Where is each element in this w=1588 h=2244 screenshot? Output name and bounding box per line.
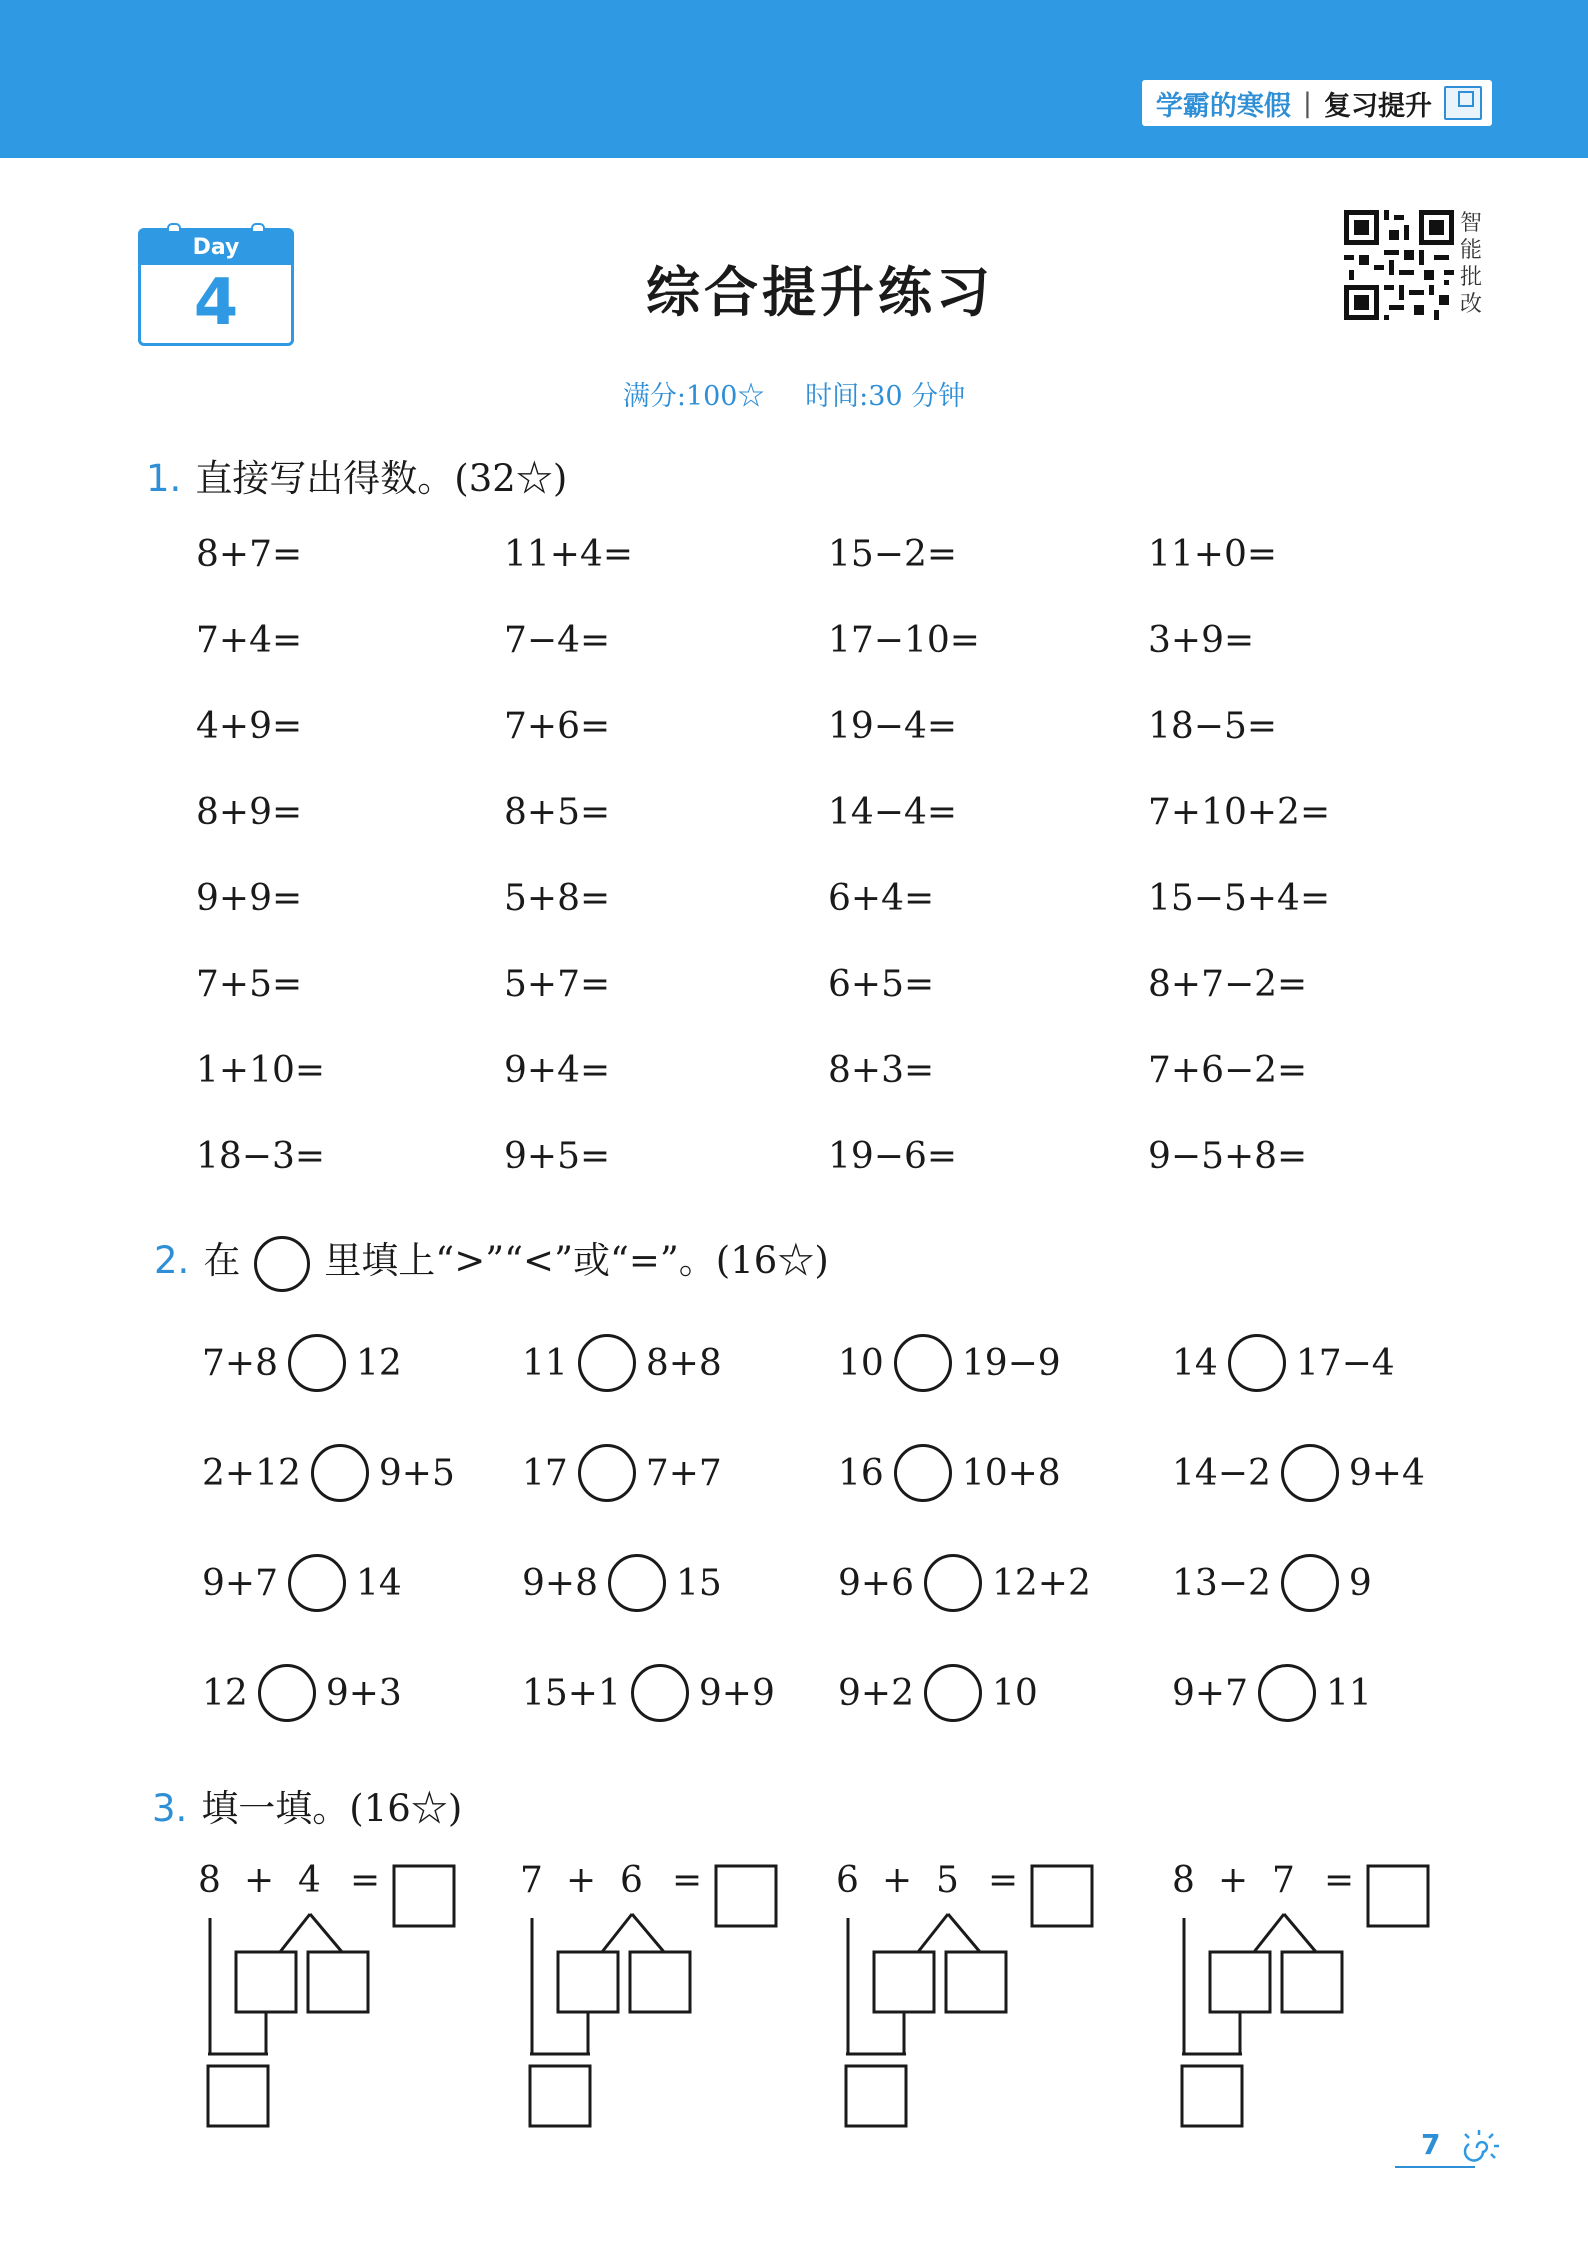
- q1-prompt: 直接写出得数。(32☆): [195, 457, 568, 500]
- book-icon: [1444, 86, 1482, 120]
- addend-b: 6: [620, 1860, 643, 1901]
- separator: |: [1302, 87, 1312, 119]
- day-label: Day: [141, 231, 291, 265]
- equation-item: 15−2=: [828, 534, 958, 575]
- q1-heading: [146, 448, 567, 502]
- equation-item: 8+9=: [196, 792, 303, 833]
- answer-circle[interactable]: [924, 1554, 982, 1612]
- comparison-left: 14: [1172, 1342, 1218, 1384]
- equation-item: 3+9=: [1148, 620, 1255, 661]
- equation-item: 5+7=: [504, 964, 611, 1005]
- answer-circle[interactable]: [258, 1664, 316, 1722]
- answer-circle[interactable]: [1281, 1554, 1339, 1612]
- equation-item: 7+6−2=: [1148, 1050, 1308, 1091]
- addend-a: 8: [198, 1860, 221, 1901]
- comparison-right: 9+5: [378, 1452, 455, 1494]
- comparison-left: 14−2: [1172, 1452, 1271, 1494]
- equation-item: 8+7−2=: [1148, 964, 1308, 1005]
- day-badge: [138, 228, 294, 346]
- q2-heading: [154, 1230, 829, 1292]
- footer-rule: [1395, 2166, 1475, 2168]
- time-limit: 时间:30 分钟: [805, 381, 966, 412]
- comparison-right: 15: [675, 1562, 722, 1604]
- equation-item: 11+4=: [504, 534, 634, 575]
- comparison-left: 2+12: [202, 1452, 301, 1494]
- equation-item: 9+5=: [504, 1136, 611, 1177]
- comparison-item: [202, 1444, 455, 1502]
- comparison-right: 14: [355, 1562, 402, 1604]
- comparison-item: [838, 1664, 1038, 1722]
- split-box[interactable]: [874, 1952, 934, 2012]
- comparison-right: 12: [355, 1342, 402, 1384]
- answer-circle[interactable]: [894, 1334, 952, 1392]
- q2-prompt-post: 里填上“>”“<”或“=”。(16☆): [324, 1239, 829, 1282]
- split-box[interactable]: [1210, 1952, 1270, 2012]
- ten-box[interactable]: [846, 2066, 906, 2126]
- comparison-item: [838, 1554, 1091, 1612]
- equals-sign: =: [672, 1860, 703, 1901]
- comparison-item: [202, 1664, 402, 1722]
- split-box[interactable]: [308, 1952, 368, 2012]
- comparison-left: 11: [522, 1342, 568, 1384]
- equation-item: 19−4=: [828, 706, 958, 747]
- comparison-left: 13−2: [1172, 1562, 1271, 1604]
- equation-item: 6+4=: [828, 878, 935, 919]
- answer-box[interactable]: [716, 1866, 776, 1926]
- make-ten-tree: [196, 1860, 476, 2130]
- comparison-right: 9+3: [325, 1672, 402, 1714]
- answer-circle[interactable]: [1228, 1334, 1286, 1392]
- split-box[interactable]: [946, 1952, 1006, 2012]
- brand-label: 学霸的寒假: [1155, 90, 1291, 122]
- comparison-left: 10: [838, 1342, 884, 1384]
- comparison-right: 9: [1348, 1562, 1372, 1604]
- comparison-right: 8+8: [645, 1342, 722, 1384]
- answer-circle[interactable]: [578, 1334, 636, 1392]
- comparison-item: [522, 1444, 722, 1502]
- answer-circle[interactable]: [894, 1444, 952, 1502]
- answer-circle[interactable]: [578, 1444, 636, 1502]
- equation-item: 7+5=: [196, 964, 303, 1005]
- ten-box[interactable]: [208, 2066, 268, 2126]
- equation-item: 18−5=: [1148, 706, 1278, 747]
- comparison-left: 15+1: [522, 1672, 621, 1714]
- page-title: 综合提升练习: [646, 261, 994, 324]
- equation-item: 18−3=: [196, 1136, 326, 1177]
- equation-item: 7+6=: [504, 706, 611, 747]
- comparison-left: 12: [202, 1672, 248, 1714]
- make-ten-tree: [834, 1860, 1114, 2130]
- comparison-item: [522, 1554, 722, 1612]
- page-number: 7: [1421, 2128, 1441, 2161]
- q3-number: 3.: [152, 1787, 188, 1830]
- equation-item: 19−6=: [828, 1136, 958, 1177]
- comparison-left: 9+7: [1172, 1672, 1248, 1714]
- answer-circle-icon: [254, 1236, 310, 1292]
- equation-item: 6+5=: [828, 964, 935, 1005]
- comparison-right: 9+4: [1348, 1452, 1425, 1494]
- make-ten-tree: [518, 1860, 798, 2130]
- equation-item: 7−4=: [504, 620, 611, 661]
- equation-item: 15−5+4=: [1148, 878, 1331, 919]
- comparison-left: 7+8: [202, 1342, 278, 1384]
- comparison-item: [1172, 1554, 1372, 1612]
- comparison-right: 17−4: [1295, 1342, 1395, 1384]
- q2-number: 2.: [154, 1239, 190, 1282]
- q3-prompt: 填一填。(16☆): [201, 1787, 463, 1830]
- equals-sign: =: [1324, 1860, 1355, 1901]
- qr-label: 智能批改: [1460, 211, 1483, 317]
- split-box[interactable]: [558, 1952, 618, 2012]
- comparison-item: [202, 1554, 402, 1612]
- make-ten-tree: [1170, 1860, 1450, 2130]
- comparison-left: 9+6: [838, 1562, 914, 1604]
- day-number: 4: [193, 266, 239, 340]
- equation-item: 9+4=: [504, 1050, 611, 1091]
- operator: +: [244, 1860, 275, 1901]
- addend-b: 4: [298, 1860, 321, 1901]
- equation-item: 17−10=: [828, 620, 980, 661]
- comparison-item: [522, 1664, 775, 1722]
- q3-heading: [152, 1778, 462, 1832]
- equation-item: 4+9=: [196, 706, 303, 747]
- comparison-right: 7+7: [645, 1452, 722, 1494]
- comparison-item: [202, 1334, 402, 1392]
- comparison-right: 9+9: [698, 1672, 775, 1714]
- equation-item: 1+10=: [196, 1050, 326, 1091]
- qr-code-icon[interactable]: [1344, 210, 1454, 320]
- split-box[interactable]: [236, 1952, 296, 2012]
- comparison-item: [1172, 1664, 1372, 1722]
- comparison-left: 9+7: [202, 1562, 278, 1604]
- equation-item: 9+9=: [196, 878, 303, 919]
- answer-circle[interactable]: [1281, 1444, 1339, 1502]
- comparison-left: 17: [522, 1452, 568, 1494]
- comparison-right: 12+2: [991, 1562, 1091, 1604]
- page-footer: [1395, 2124, 1505, 2174]
- comparison-right: 10+8: [961, 1452, 1061, 1494]
- operator: +: [566, 1860, 597, 1901]
- operator: +: [882, 1860, 913, 1901]
- score-line: [0, 374, 1588, 413]
- addend-a: 6: [836, 1860, 859, 1901]
- equation-item: 11+0=: [1148, 534, 1278, 575]
- comparison-item: [522, 1334, 722, 1392]
- operator: +: [1218, 1860, 1249, 1901]
- answer-circle[interactable]: [288, 1554, 346, 1612]
- comparison-right: 19−9: [961, 1342, 1061, 1384]
- answer-circle[interactable]: [631, 1664, 689, 1722]
- equals-sign: =: [350, 1860, 381, 1901]
- answer-circle[interactable]: [924, 1664, 982, 1722]
- equation-item: 5+8=: [504, 878, 611, 919]
- answer-circle[interactable]: [288, 1334, 346, 1392]
- q2-prompt-pre: 在: [203, 1239, 241, 1282]
- answer-circle[interactable]: [608, 1554, 666, 1612]
- comparison-item: [838, 1334, 1061, 1392]
- comparison-item: [1172, 1444, 1425, 1502]
- series-label: 复习提升: [1324, 90, 1432, 122]
- addend-b: 5: [936, 1860, 959, 1901]
- header-band: [0, 0, 1588, 158]
- comparison-item: [1172, 1334, 1395, 1392]
- comparison-left: 16: [838, 1452, 884, 1494]
- equation-item: 8+3=: [828, 1050, 935, 1091]
- swirl-sun-icon: [1455, 2126, 1505, 2166]
- comparison-left: 9+2: [838, 1672, 914, 1714]
- addend-b: 7: [1272, 1860, 1295, 1901]
- addend-a: 8: [1172, 1860, 1195, 1901]
- answer-circle[interactable]: [1258, 1664, 1316, 1722]
- comparison-right: 10: [991, 1672, 1038, 1714]
- full-score: 满分:100☆: [622, 381, 765, 412]
- equation-item: 7+10+2=: [1148, 792, 1331, 833]
- comparison-right: 11: [1325, 1672, 1372, 1714]
- equation-item: 8+5=: [504, 792, 611, 833]
- split-box[interactable]: [630, 1952, 690, 2012]
- ten-box[interactable]: [530, 2066, 590, 2126]
- equals-sign: =: [988, 1860, 1019, 1901]
- equation-item: 7+4=: [196, 620, 303, 661]
- q1-number: 1.: [146, 457, 182, 500]
- answer-box[interactable]: [1368, 1866, 1428, 1926]
- series-tag: [1142, 80, 1492, 126]
- addend-a: 7: [520, 1860, 543, 1901]
- answer-circle[interactable]: [311, 1444, 369, 1502]
- equation-item: 14−4=: [828, 792, 958, 833]
- equation-item: 9−5+8=: [1148, 1136, 1308, 1177]
- ten-box[interactable]: [1182, 2066, 1242, 2126]
- answer-box[interactable]: [394, 1866, 454, 1926]
- comparison-item: [838, 1444, 1061, 1502]
- answer-box[interactable]: [1032, 1866, 1092, 1926]
- comparison-left: 9+8: [522, 1562, 598, 1604]
- split-box[interactable]: [1282, 1952, 1342, 2012]
- equation-item: 8+7=: [196, 534, 303, 575]
